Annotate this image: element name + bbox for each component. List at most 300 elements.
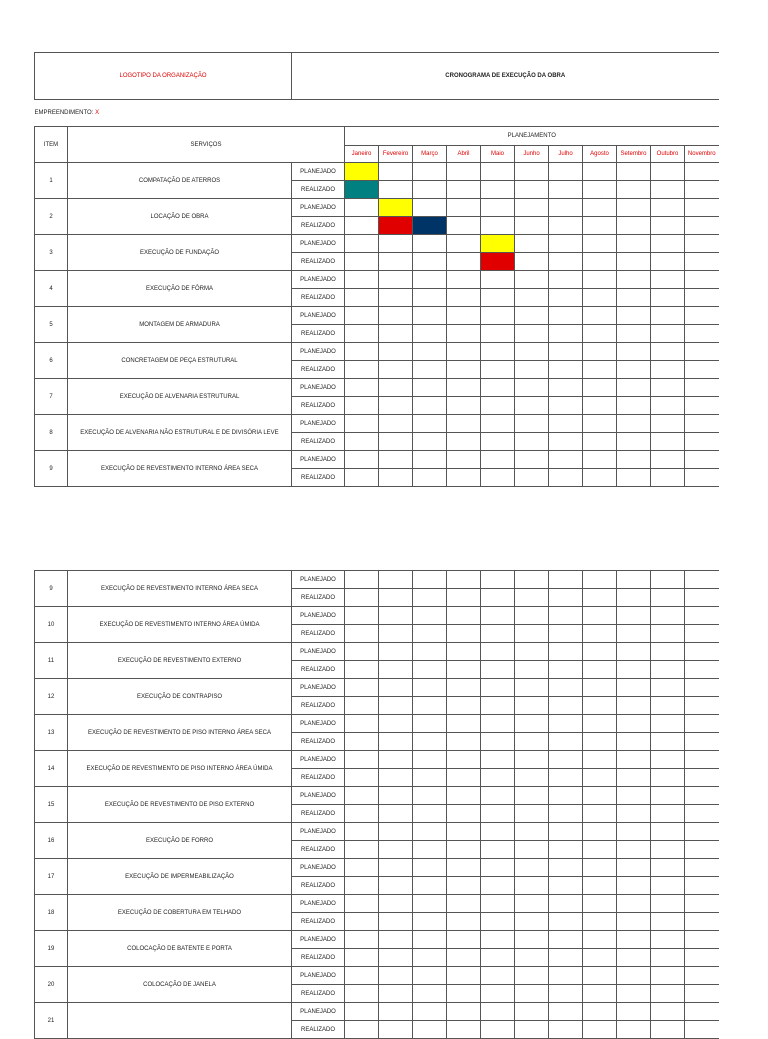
schedule-cell[interactable] <box>515 877 549 895</box>
schedule-cell[interactable] <box>379 451 413 469</box>
schedule-cell[interactable] <box>481 679 515 697</box>
schedule-cell[interactable] <box>685 625 719 643</box>
schedule-cell[interactable] <box>413 985 447 1003</box>
schedule-cell[interactable] <box>583 625 617 643</box>
schedule-cell[interactable] <box>481 1021 515 1039</box>
schedule-cell[interactable] <box>651 751 685 769</box>
schedule-cell[interactable] <box>685 841 719 859</box>
schedule-cell[interactable] <box>481 163 515 181</box>
schedule-cell[interactable] <box>583 163 617 181</box>
schedule-cell[interactable] <box>583 805 617 823</box>
schedule-cell[interactable] <box>413 607 447 625</box>
schedule-cell[interactable] <box>583 325 617 343</box>
schedule-cell[interactable] <box>447 325 481 343</box>
schedule-cell[interactable] <box>515 769 549 787</box>
schedule-cell[interactable] <box>651 715 685 733</box>
schedule-cell[interactable] <box>447 253 481 271</box>
schedule-cell[interactable] <box>549 715 583 733</box>
schedule-cell[interactable] <box>345 859 379 877</box>
schedule-cell[interactable] <box>447 625 481 643</box>
schedule-cell[interactable] <box>515 181 549 199</box>
schedule-cell[interactable] <box>685 859 719 877</box>
schedule-cell[interactable] <box>345 841 379 859</box>
schedule-cell[interactable] <box>379 397 413 415</box>
schedule-cell[interactable] <box>583 253 617 271</box>
schedule-cell[interactable] <box>515 913 549 931</box>
schedule-cell[interactable] <box>685 769 719 787</box>
schedule-cell[interactable] <box>651 451 685 469</box>
schedule-cell[interactable] <box>617 787 651 805</box>
schedule-cell[interactable] <box>583 913 617 931</box>
schedule-cell[interactable] <box>447 679 481 697</box>
schedule-cell[interactable] <box>379 661 413 679</box>
schedule-cell[interactable] <box>481 625 515 643</box>
schedule-cell[interactable] <box>345 163 379 181</box>
schedule-cell[interactable] <box>481 877 515 895</box>
schedule-cell[interactable] <box>583 661 617 679</box>
schedule-cell[interactable] <box>481 217 515 235</box>
schedule-cell[interactable] <box>515 895 549 913</box>
schedule-cell[interactable] <box>617 661 651 679</box>
schedule-cell[interactable] <box>515 199 549 217</box>
schedule-cell[interactable] <box>447 217 481 235</box>
schedule-cell[interactable] <box>617 985 651 1003</box>
schedule-cell[interactable] <box>379 985 413 1003</box>
schedule-cell[interactable] <box>413 823 447 841</box>
schedule-cell[interactable] <box>617 949 651 967</box>
schedule-cell[interactable] <box>651 985 685 1003</box>
schedule-cell[interactable] <box>685 235 719 253</box>
schedule-cell[interactable] <box>685 643 719 661</box>
schedule-cell[interactable] <box>345 343 379 361</box>
schedule-cell[interactable] <box>549 931 583 949</box>
schedule-cell[interactable] <box>685 679 719 697</box>
schedule-cell[interactable] <box>481 715 515 733</box>
schedule-cell[interactable] <box>685 715 719 733</box>
schedule-cell[interactable] <box>481 433 515 451</box>
schedule-cell[interactable] <box>617 289 651 307</box>
schedule-cell[interactable] <box>345 253 379 271</box>
schedule-cell[interactable] <box>379 1021 413 1039</box>
schedule-cell[interactable] <box>583 235 617 253</box>
schedule-cell[interactable] <box>413 571 447 589</box>
schedule-cell[interactable] <box>515 1021 549 1039</box>
schedule-cell[interactable] <box>617 181 651 199</box>
schedule-cell[interactable] <box>481 589 515 607</box>
schedule-cell[interactable] <box>617 733 651 751</box>
schedule-cell[interactable] <box>549 625 583 643</box>
schedule-cell[interactable] <box>481 289 515 307</box>
schedule-cell[interactable] <box>515 949 549 967</box>
schedule-cell[interactable] <box>345 1021 379 1039</box>
schedule-cell[interactable] <box>379 271 413 289</box>
schedule-cell[interactable] <box>345 199 379 217</box>
schedule-cell[interactable] <box>549 289 583 307</box>
schedule-cell[interactable] <box>651 217 685 235</box>
schedule-cell[interactable] <box>583 751 617 769</box>
schedule-cell[interactable] <box>413 235 447 253</box>
schedule-cell[interactable] <box>617 859 651 877</box>
schedule-cell[interactable] <box>481 1003 515 1021</box>
schedule-cell[interactable] <box>651 199 685 217</box>
schedule-cell[interactable] <box>481 913 515 931</box>
schedule-cell[interactable] <box>515 343 549 361</box>
schedule-cell[interactable] <box>549 271 583 289</box>
schedule-cell[interactable] <box>345 289 379 307</box>
schedule-cell[interactable] <box>345 415 379 433</box>
schedule-cell[interactable] <box>617 1003 651 1021</box>
schedule-cell[interactable] <box>379 163 413 181</box>
schedule-cell[interactable] <box>651 271 685 289</box>
schedule-cell[interactable] <box>447 199 481 217</box>
schedule-cell[interactable] <box>379 235 413 253</box>
schedule-cell[interactable] <box>447 769 481 787</box>
schedule-cell[interactable] <box>617 415 651 433</box>
schedule-cell[interactable] <box>651 571 685 589</box>
schedule-cell[interactable] <box>379 859 413 877</box>
schedule-cell[interactable] <box>345 325 379 343</box>
schedule-cell[interactable] <box>617 199 651 217</box>
schedule-cell[interactable] <box>617 823 651 841</box>
schedule-cell[interactable] <box>413 217 447 235</box>
schedule-cell[interactable] <box>685 589 719 607</box>
schedule-cell[interactable] <box>651 325 685 343</box>
schedule-cell[interactable] <box>515 217 549 235</box>
schedule-cell[interactable] <box>685 571 719 589</box>
schedule-cell[interactable] <box>379 253 413 271</box>
schedule-cell[interactable] <box>379 325 413 343</box>
schedule-cell[interactable] <box>515 715 549 733</box>
schedule-cell[interactable] <box>583 697 617 715</box>
schedule-cell[interactable] <box>379 715 413 733</box>
schedule-cell[interactable] <box>651 643 685 661</box>
schedule-cell[interactable] <box>413 805 447 823</box>
schedule-cell[interactable] <box>379 199 413 217</box>
schedule-cell[interactable] <box>583 769 617 787</box>
schedule-cell[interactable] <box>549 589 583 607</box>
schedule-cell[interactable] <box>651 343 685 361</box>
schedule-cell[interactable] <box>685 289 719 307</box>
schedule-cell[interactable] <box>515 607 549 625</box>
schedule-cell[interactable] <box>617 271 651 289</box>
schedule-cell[interactable] <box>413 415 447 433</box>
schedule-cell[interactable] <box>515 469 549 487</box>
schedule-cell[interactable] <box>515 985 549 1003</box>
schedule-cell[interactable] <box>651 181 685 199</box>
schedule-cell[interactable] <box>413 307 447 325</box>
schedule-cell[interactable] <box>447 607 481 625</box>
schedule-cell[interactable] <box>345 451 379 469</box>
schedule-cell[interactable] <box>447 307 481 325</box>
schedule-cell[interactable] <box>515 1003 549 1021</box>
schedule-cell[interactable] <box>481 469 515 487</box>
schedule-cell[interactable] <box>413 949 447 967</box>
schedule-cell[interactable] <box>345 625 379 643</box>
schedule-cell[interactable] <box>447 805 481 823</box>
schedule-cell[interactable] <box>651 361 685 379</box>
schedule-cell[interactable] <box>651 805 685 823</box>
schedule-cell[interactable] <box>379 787 413 805</box>
schedule-cell[interactable] <box>549 985 583 1003</box>
schedule-cell[interactable] <box>617 607 651 625</box>
schedule-cell[interactable] <box>481 841 515 859</box>
schedule-cell[interactable] <box>583 877 617 895</box>
schedule-cell[interactable] <box>379 361 413 379</box>
schedule-cell[interactable] <box>617 163 651 181</box>
schedule-cell[interactable] <box>685 913 719 931</box>
schedule-cell[interactable] <box>345 361 379 379</box>
schedule-cell[interactable] <box>549 769 583 787</box>
schedule-cell[interactable] <box>651 415 685 433</box>
schedule-cell[interactable] <box>583 679 617 697</box>
schedule-cell[interactable] <box>379 949 413 967</box>
schedule-cell[interactable] <box>651 697 685 715</box>
schedule-cell[interactable] <box>379 679 413 697</box>
schedule-cell[interactable] <box>685 325 719 343</box>
schedule-cell[interactable] <box>617 589 651 607</box>
schedule-cell[interactable] <box>481 859 515 877</box>
schedule-cell[interactable] <box>481 181 515 199</box>
schedule-cell[interactable] <box>549 895 583 913</box>
schedule-cell[interactable] <box>379 841 413 859</box>
schedule-cell[interactable] <box>481 751 515 769</box>
schedule-cell[interactable] <box>413 967 447 985</box>
schedule-cell[interactable] <box>379 415 413 433</box>
schedule-cell[interactable] <box>549 823 583 841</box>
schedule-cell[interactable] <box>515 271 549 289</box>
schedule-cell[interactable] <box>685 895 719 913</box>
schedule-cell[interactable] <box>617 379 651 397</box>
schedule-cell[interactable] <box>413 697 447 715</box>
schedule-cell[interactable] <box>515 589 549 607</box>
schedule-cell[interactable] <box>685 433 719 451</box>
schedule-cell[interactable] <box>685 751 719 769</box>
schedule-cell[interactable] <box>515 643 549 661</box>
schedule-cell[interactable] <box>345 589 379 607</box>
schedule-cell[interactable] <box>583 1021 617 1039</box>
schedule-cell[interactable] <box>549 163 583 181</box>
schedule-cell[interactable] <box>413 679 447 697</box>
schedule-cell[interactable] <box>685 253 719 271</box>
schedule-cell[interactable] <box>413 625 447 643</box>
schedule-cell[interactable] <box>685 397 719 415</box>
schedule-cell[interactable] <box>549 469 583 487</box>
schedule-cell[interactable] <box>685 217 719 235</box>
schedule-cell[interactable] <box>617 625 651 643</box>
schedule-cell[interactable] <box>481 397 515 415</box>
schedule-cell[interactable] <box>549 949 583 967</box>
schedule-cell[interactable] <box>515 163 549 181</box>
schedule-cell[interactable] <box>345 433 379 451</box>
schedule-cell[interactable] <box>685 415 719 433</box>
schedule-cell[interactable] <box>515 289 549 307</box>
schedule-cell[interactable] <box>583 787 617 805</box>
schedule-cell[interactable] <box>345 697 379 715</box>
schedule-cell[interactable] <box>447 661 481 679</box>
schedule-cell[interactable] <box>481 805 515 823</box>
schedule-cell[interactable] <box>413 589 447 607</box>
schedule-cell[interactable] <box>481 823 515 841</box>
schedule-cell[interactable] <box>413 859 447 877</box>
schedule-cell[interactable] <box>447 787 481 805</box>
schedule-cell[interactable] <box>481 571 515 589</box>
schedule-cell[interactable] <box>617 895 651 913</box>
schedule-cell[interactable] <box>447 571 481 589</box>
schedule-cell[interactable] <box>651 289 685 307</box>
schedule-cell[interactable] <box>515 433 549 451</box>
schedule-cell[interactable] <box>345 769 379 787</box>
schedule-cell[interactable] <box>549 415 583 433</box>
schedule-cell[interactable] <box>583 895 617 913</box>
schedule-cell[interactable] <box>413 181 447 199</box>
schedule-cell[interactable] <box>379 733 413 751</box>
schedule-cell[interactable] <box>651 397 685 415</box>
schedule-cell[interactable] <box>617 469 651 487</box>
schedule-cell[interactable] <box>549 1003 583 1021</box>
schedule-cell[interactable] <box>515 679 549 697</box>
schedule-cell[interactable] <box>447 913 481 931</box>
schedule-cell[interactable] <box>617 571 651 589</box>
schedule-cell[interactable] <box>379 289 413 307</box>
schedule-cell[interactable] <box>549 967 583 985</box>
schedule-cell[interactable] <box>617 643 651 661</box>
schedule-cell[interactable] <box>549 787 583 805</box>
schedule-cell[interactable] <box>447 271 481 289</box>
schedule-cell[interactable] <box>651 877 685 895</box>
schedule-cell[interactable] <box>617 361 651 379</box>
schedule-cell[interactable] <box>379 571 413 589</box>
schedule-cell[interactable] <box>651 931 685 949</box>
schedule-cell[interactable] <box>685 985 719 1003</box>
schedule-cell[interactable] <box>379 895 413 913</box>
schedule-cell[interactable] <box>447 469 481 487</box>
schedule-cell[interactable] <box>379 625 413 643</box>
schedule-cell[interactable] <box>345 469 379 487</box>
schedule-cell[interactable] <box>413 895 447 913</box>
schedule-cell[interactable] <box>345 895 379 913</box>
schedule-cell[interactable] <box>379 697 413 715</box>
schedule-cell[interactable] <box>583 271 617 289</box>
schedule-cell[interactable] <box>379 217 413 235</box>
schedule-cell[interactable] <box>481 361 515 379</box>
schedule-cell[interactable] <box>583 217 617 235</box>
schedule-cell[interactable] <box>549 607 583 625</box>
schedule-cell[interactable] <box>549 325 583 343</box>
schedule-cell[interactable] <box>481 949 515 967</box>
schedule-cell[interactable] <box>651 625 685 643</box>
schedule-cell[interactable] <box>345 379 379 397</box>
schedule-cell[interactable] <box>447 415 481 433</box>
schedule-cell[interactable] <box>515 823 549 841</box>
schedule-cell[interactable] <box>583 397 617 415</box>
schedule-cell[interactable] <box>447 985 481 1003</box>
schedule-cell[interactable] <box>583 433 617 451</box>
schedule-cell[interactable] <box>447 235 481 253</box>
schedule-cell[interactable] <box>447 895 481 913</box>
schedule-cell[interactable] <box>447 733 481 751</box>
schedule-cell[interactable] <box>651 589 685 607</box>
schedule-cell[interactable] <box>549 361 583 379</box>
schedule-cell[interactable] <box>651 307 685 325</box>
schedule-cell[interactable] <box>515 805 549 823</box>
schedule-cell[interactable] <box>583 307 617 325</box>
schedule-cell[interactable] <box>447 163 481 181</box>
schedule-cell[interactable] <box>651 769 685 787</box>
schedule-cell[interactable] <box>345 805 379 823</box>
schedule-cell[interactable] <box>549 379 583 397</box>
schedule-cell[interactable] <box>515 253 549 271</box>
schedule-cell[interactable] <box>685 877 719 895</box>
schedule-cell[interactable] <box>379 433 413 451</box>
schedule-cell[interactable] <box>413 271 447 289</box>
schedule-cell[interactable] <box>447 289 481 307</box>
schedule-cell[interactable] <box>515 733 549 751</box>
schedule-cell[interactable] <box>447 343 481 361</box>
schedule-cell[interactable] <box>413 769 447 787</box>
schedule-cell[interactable] <box>447 433 481 451</box>
schedule-cell[interactable] <box>685 343 719 361</box>
schedule-cell[interactable] <box>481 343 515 361</box>
schedule-cell[interactable] <box>345 985 379 1003</box>
schedule-cell[interactable] <box>481 931 515 949</box>
schedule-cell[interactable] <box>481 661 515 679</box>
schedule-cell[interactable] <box>413 199 447 217</box>
schedule-cell[interactable] <box>413 325 447 343</box>
schedule-cell[interactable] <box>345 571 379 589</box>
schedule-cell[interactable] <box>549 181 583 199</box>
schedule-cell[interactable] <box>379 343 413 361</box>
schedule-cell[interactable] <box>515 697 549 715</box>
schedule-cell[interactable] <box>413 451 447 469</box>
schedule-cell[interactable] <box>413 643 447 661</box>
schedule-cell[interactable] <box>617 967 651 985</box>
schedule-cell[interactable] <box>515 361 549 379</box>
schedule-cell[interactable] <box>685 949 719 967</box>
schedule-cell[interactable] <box>651 895 685 913</box>
schedule-cell[interactable] <box>617 343 651 361</box>
schedule-cell[interactable] <box>345 877 379 895</box>
schedule-cell[interactable] <box>481 253 515 271</box>
schedule-cell[interactable] <box>583 841 617 859</box>
schedule-cell[interactable] <box>651 733 685 751</box>
schedule-cell[interactable] <box>345 307 379 325</box>
schedule-cell[interactable] <box>549 1021 583 1039</box>
schedule-cell[interactable] <box>685 379 719 397</box>
schedule-cell[interactable] <box>617 931 651 949</box>
schedule-cell[interactable] <box>583 931 617 949</box>
schedule-cell[interactable] <box>345 751 379 769</box>
schedule-cell[interactable] <box>651 235 685 253</box>
schedule-cell[interactable] <box>515 235 549 253</box>
schedule-cell[interactable] <box>549 343 583 361</box>
schedule-cell[interactable] <box>549 307 583 325</box>
schedule-cell[interactable] <box>583 823 617 841</box>
schedule-cell[interactable] <box>447 715 481 733</box>
schedule-cell[interactable] <box>685 661 719 679</box>
schedule-cell[interactable] <box>685 163 719 181</box>
schedule-cell[interactable] <box>583 379 617 397</box>
schedule-cell[interactable] <box>651 661 685 679</box>
schedule-cell[interactable] <box>379 931 413 949</box>
schedule-cell[interactable] <box>617 433 651 451</box>
schedule-cell[interactable] <box>651 967 685 985</box>
schedule-cell[interactable] <box>413 733 447 751</box>
schedule-cell[interactable] <box>345 181 379 199</box>
schedule-cell[interactable] <box>345 217 379 235</box>
schedule-cell[interactable] <box>481 307 515 325</box>
schedule-cell[interactable] <box>379 769 413 787</box>
schedule-cell[interactable] <box>685 607 719 625</box>
